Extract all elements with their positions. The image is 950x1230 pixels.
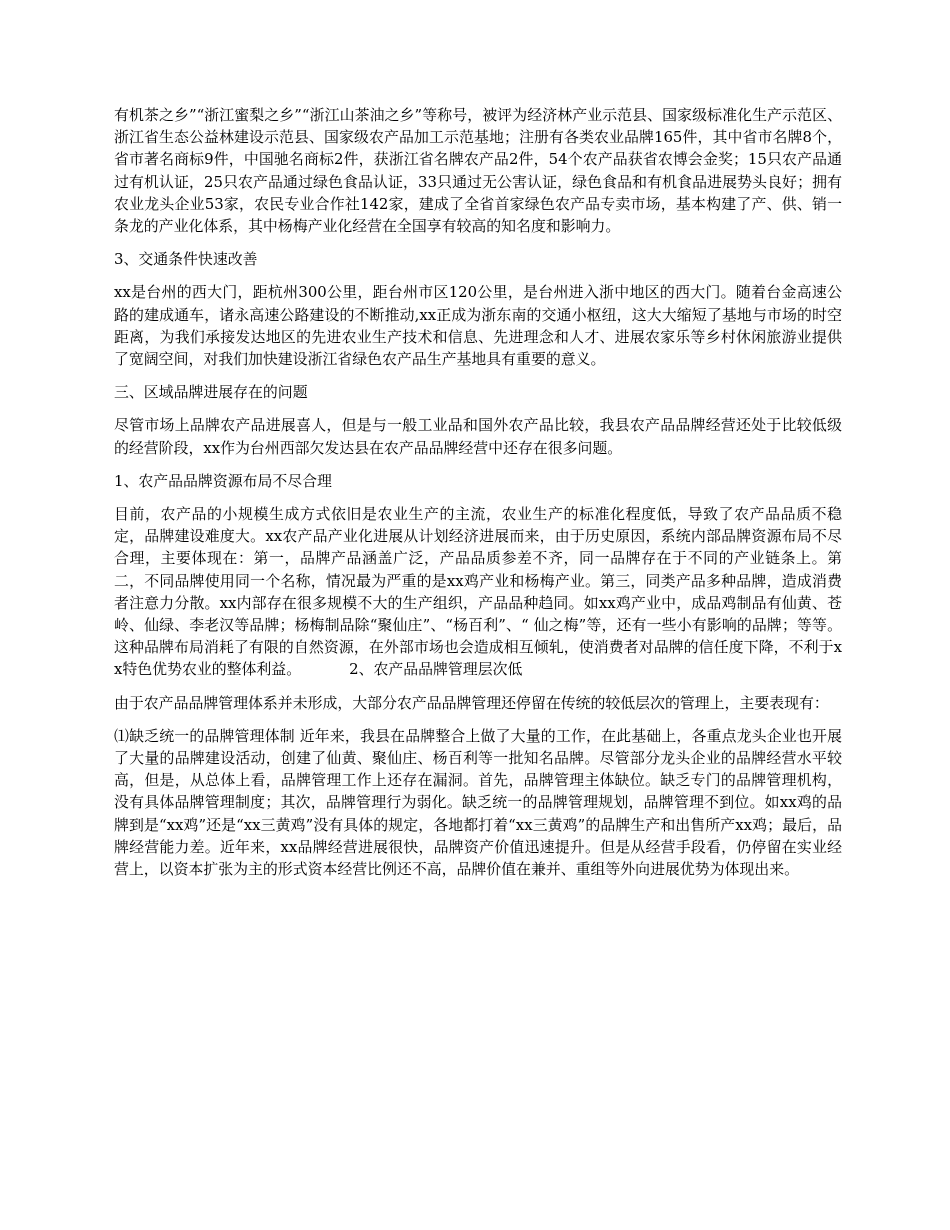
heading-brand-layout: 1、农产品品牌资源布局不尽合理 (114, 471, 332, 490)
paragraph-management-system: ⑴缺乏统一的品牌管理体制 近年来，我县在品牌整合上做了大量的工作，在此基础上，各重点龙头企业也开展了大量的品牌建设活动，创建了仙黄、聚仙庄、杨百利等一批知名品牌。尽管部分龙头企业的品牌经营水平较高，但是，从总体上看，品牌管理工作上还存在漏洞。首先，品牌管理主体缺位。缺乏专门的品牌管理机构，没有具体品牌管理制度；其次，品牌管理行为弱化。缺乏统一的品牌管理规划，品牌管理不到位。如xx鸡的品牌到是“xx鸡”还是“xx三黄鸡”没有具体的规定，各地都打着“xx三黄鸡”的品牌生产和出售所产xx鸡；最后，品牌经营能力差。近年来，xx品牌经营进展很快，品牌资产价值迅速提升。但是从经营手段看，仍停留在实业经营上，以资本扩张为主的形式资本经营比例还不高，品牌价值在兼并、重组等外向进展优势为体现出来。 (114, 726, 842, 879)
heading-brand-management: 2、农产品品牌管理层次低 (349, 660, 523, 679)
paragraph-brand-layout-text: 目前，农产品的小规模生成方式依旧是农业生产的主流，农业生产的标准化程度低，导致了农产品品质不稳定，品牌建设难度大。xx农产品产业化进展从计划经济进展而来，由于历史原因，系统内部品牌资源布局不尽合理，主要体现在：第一，品牌产品涵盖广泛，产品品质参差不齐，同一品牌存在于不同的产业链条上。第二，不同品牌使用同一个名称，情况最为严重的是xx鸡产业和杨梅产业。第三，同类产品多种品牌，造成消费者注意力分散。xx内部存在很多规模不大的生产组织，产品品种趋同。如xx鸡产业中，成品鸡制品有仙黄、苍岭、仙绿、李老汉等品牌；杨梅制品除“聚仙庄”、“杨百利”、“ 仙之梅”等，还有一些小有影响的品牌；等等。这种品牌布局消耗了有限的自然资源，在外部市场也会造成相互倾轧，使消费者对品牌的信任度下降，不利于xx特色优势农业的整体利益。 (114, 505, 842, 679)
paragraph-management-intro: 由于农产品品牌管理体系并未形成，大部分农产品品牌管理还停留在传统的较低层次的管理上，主要表现有： (114, 693, 829, 712)
heading-problems: 三、区域品牌进展存在的问题 (114, 383, 308, 402)
paragraph-agriculture-brands: 有机茶之乡”“浙江蜜梨之乡”“浙江山茶油之乡”等称号，被评为经济林产业示范县、国家级标准化生产示范区、浙江省生态公益林建设示范县、国家级农产品加工示范基地；注册有各类农业品牌165件，其中省市名牌8个，省市著名商标9件，中国驰名商标2件，获浙江省名牌农产品2件，54个农产品获省农博会金奖；15只农产品通过有机认证，25只农产品通过绿色食品认证，33只通过无公害认证，绿色食品和有机食品进展势头良好；拥有农业龙头企业53家，农民专业合作社142家，建成了全省首家绿色农产品专卖市场，基本构建了产、供、销一条龙的产业化体系，其中杨梅产业化经营在全国享有较高的知名度和影响力。 (114, 106, 842, 236)
paragraph-transport: xx是台州的西大门，距杭州300公里，距台州市区120公里，是台州进入浙中地区的西大门。随着台金高速公路的建成通车，诸永高速公路建设的不断推动,xx正成为浙东南的交通小枢纽，这大大缩短了基地与市场的时空距离，为我们承接发达地区的先进农业生产技术和信息、先进理念和人才、进展农家乐等乡村休闲旅游业提供了宽阔空间，对我们加快建设浙江省绿色农产品生产基地具有重要的意义。 (114, 283, 842, 369)
paragraph-brand-layout (114, 503, 842, 681)
heading-transport: 3、交通条件快速改善 (114, 250, 258, 269)
document-page (114, 104, 842, 891)
paragraph-problems-intro: 尽管市场上品牌农产品进展喜人，但是与一般工业品和国外农产品比较，我县农产品品牌经营还处于比较低级的经营阶段，xx作为台州西部欠发达县在农产品品牌经营中还存在很多问题。 (114, 416, 842, 457)
